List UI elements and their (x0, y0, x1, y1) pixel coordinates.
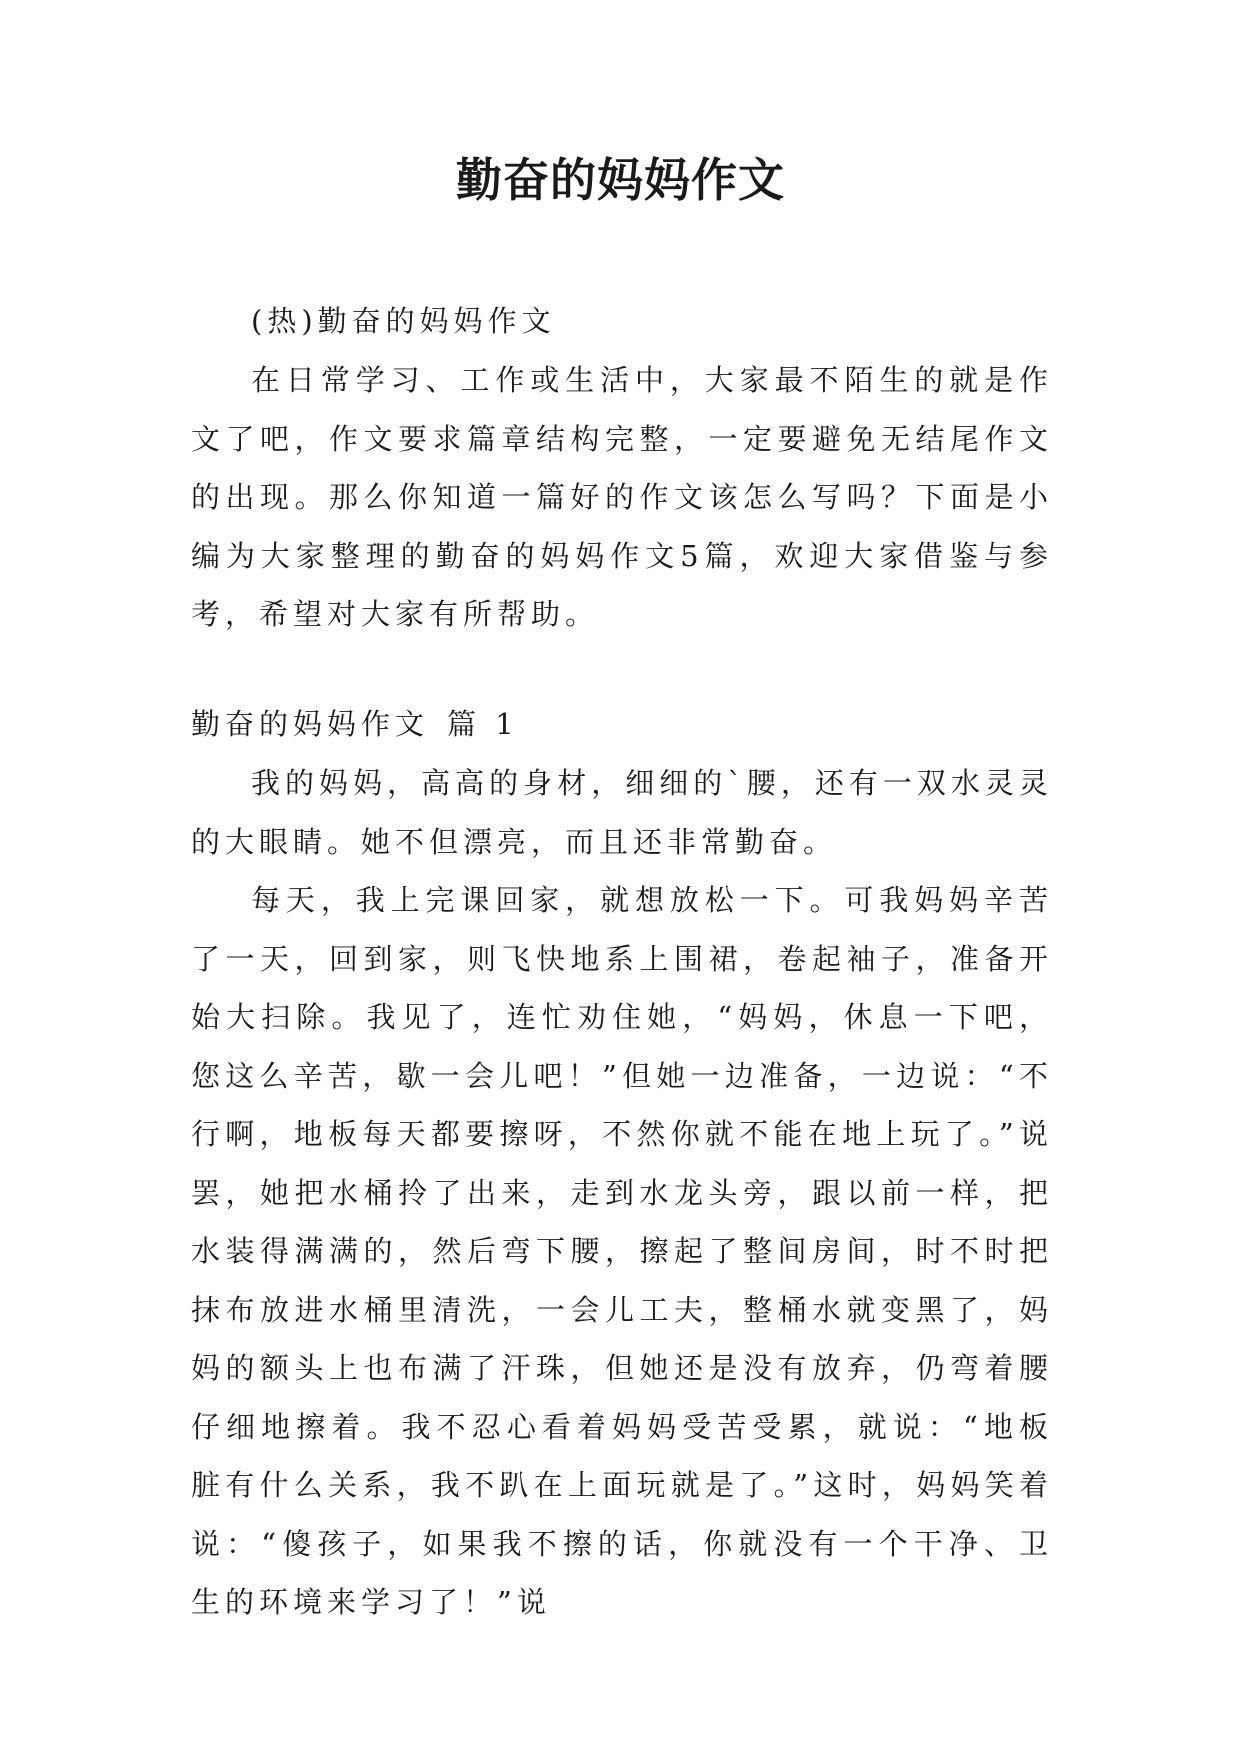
document-title: 勤奋的妈妈作文 (456, 153, 785, 207)
section-heading-text: 勤奋的妈妈作文 (191, 707, 430, 741)
intro-paragraph: 在日常学习、工作或生活中，大家最不陌生的就是作文了吧，作文要求篇章结构完整，一定要避免无结尾作文的出现。那么你知道一篇好的作文该怎么写吗？下面是小编为大家整理的勤奋的妈妈作文5篇，欢迎大家借鉴与参考，希望对大家有所帮助。 (191, 363, 1053, 631)
section-paragraph-2: 每天，我上完课回家，就想放松一下。可我妈妈辛苦了一天，回到家，则飞快地系上围裙，卷起袖子，准备开始大扫除。我见了，连忙劝住她，“妈妈，休息一下吧，您这么辛苦，歇一会儿吧！”但她一边准备，一边说：“不行啊，地板每天都要擦呀，不然你就不能在地上玩了。”说罢，她把水桶拎了出来，走到水龙头旁，跟以前一样，把水装得满满的，然后弯下腰，擦起了整间房间，时不时把抹布放进水桶里清洗，一会儿工夫，整桶水就变黑了，妈妈的额头上也布满了汗珠，但她还是没有放弃，仍弯着腰仔细地擦着。我不忍心看着妈妈受苦受累，就说：“地板脏有什么关系，我不趴在上面玩就是了。”这时，妈妈笑着说：“傻孩子，如果我不擦的话，你就没有一个干净、卫生的环境来学习了！”说 (191, 883, 1053, 1619)
section-paragraph-1: 我的妈妈，高高的身材，细细的`腰，还有一双水灵灵的大眼睛。她不但漂亮，而且还非常勤奋。 (191, 766, 1053, 859)
document-subtitle: (热)勤奋的妈妈作文 (251, 304, 556, 338)
section-number: 篇 1 (447, 707, 519, 741)
section-heading (191, 695, 519, 754)
